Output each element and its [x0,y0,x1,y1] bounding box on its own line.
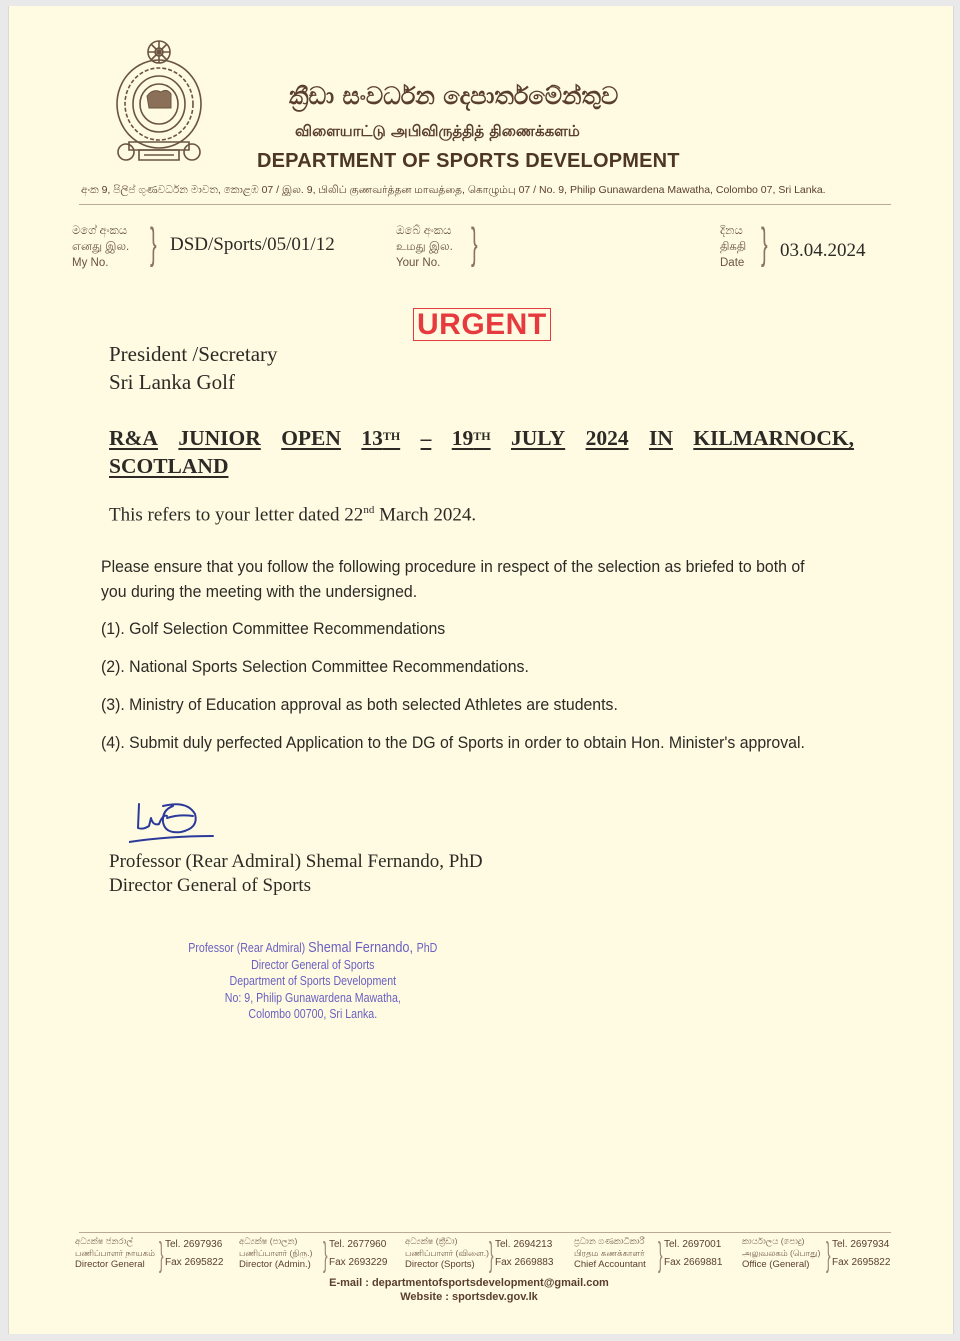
date-brace: } [761,219,768,268]
office-fax: Fax 2695822 [165,1257,224,1268]
urgent-stamp: URGENT [413,308,551,341]
footer-brace: } [658,1236,663,1274]
stamp-line-4: No: 9, Philip Gunawardena Mawatha, [224,990,401,1005]
office-fax: Fax 2695822 [832,1257,891,1268]
my-no-brace: } [150,219,157,268]
department-address: අංක 9, පිලිප් ගුණවර්ධන මාවත, කොළඹ 07 / இல. 9, பிலிப் குணவர்த்தன மாவத்தை, கொழும்பு 07 / No. 9, Philip Gunawardena Mawatha, Colombo 07, Sri Lanka. [81,184,826,196]
office-label-ta: அலுவலகம் (பொது) [742,1248,821,1258]
subject-word: OPEN [281,426,341,450]
office-label-en: Chief Accountant [574,1259,646,1270]
signatory-block [109,850,483,898]
official-stamp [187,940,439,1023]
footer-brace: } [826,1236,831,1274]
office-tel: Tel. 2697936 [165,1239,223,1250]
office-fax: Fax 2669881 [664,1257,723,1268]
footer-brace: } [159,1236,164,1274]
date-label-english: Date [720,257,745,269]
office-label-ta: பணிப்பாளர் நாயகம் [75,1248,155,1258]
procedure-item-1: (1). Golf Selection Committee Recommendations [101,620,446,638]
office-fax: Fax 2669883 [495,1257,554,1268]
your-no-label-tamil: உமது இல. [396,241,453,253]
office-fax: Fax 2693229 [329,1257,388,1268]
office-label-si: ප්‍රධාන ගණකාධිකාරී [574,1236,645,1246]
my-no-label-tamil: எனது இல. [72,241,130,253]
office-label-si: අධ්‍යක්ෂ ජනරාල් [75,1236,133,1246]
my-no-label-sinhala: මගේ අංකය [72,225,128,237]
reference-text-end: March 2024. [374,504,477,526]
reference-ordinal: nd [363,504,375,516]
stamp-line-2: Director General of Sports [251,957,375,972]
addressee-line-1: President /Secretary [109,342,278,366]
signatory-title: Director General of Sports [109,875,312,896]
handwritten-signature-icon [129,796,229,846]
footer-office-2 [239,1235,312,1271]
your-no-label-sinhala: ඔබේ අංකය [396,225,452,237]
reference-text: This refers to your letter dated 22 [109,504,364,526]
addressee-line-2: Sri Lanka Golf [109,370,235,394]
stamp-rank: Professor (Rear Admiral) [188,941,309,955]
office-label-si: කාර්යාලය (පොදු) [742,1236,805,1246]
office-tel: Tel. 2697934 [832,1239,890,1250]
letter-page [8,6,954,1334]
office-tel: Tel. 2694213 [495,1239,553,1250]
my-no-labels [72,223,129,271]
your-no-brace: } [471,219,478,268]
stamp-degree: PhD [416,941,438,955]
my-no-value: DSD/Sports/05/01/12 [170,234,335,255]
office-label-ta: பணிப்பாளர் (விளை.) [405,1248,489,1258]
office-phone-fax [664,1236,722,1272]
date-label-tamil: திகதி [720,241,747,253]
your-no-label-english: Your No. [396,257,441,269]
subject-word: 19TH [451,426,491,450]
office-phone-fax [495,1236,553,1272]
office-label-si: අධ්‍යක්ෂ (පාලන) [239,1236,298,1246]
subject-word: – [420,426,432,450]
office-label-en: Director (Sports) [405,1259,475,1270]
subject-line-1 [109,424,854,452]
subject-word: 2024 [585,426,629,450]
subject-line-2: SCOTLAND [109,454,229,478]
date-value: 03.04.2024 [780,240,866,261]
stamp-name: Shemal Fernando, [308,939,417,956]
procedure-item-4: (4). Submit duly perfected Application to the DG of Sports in order to obtain Hon. Minister's approval. [101,734,805,752]
my-no-label-english: My No. [72,257,109,269]
office-label-en: Director General [75,1259,145,1270]
office-label-en: Director (Admin.) [239,1259,311,1270]
department-name-tamil: விளையாட்டு அபிவிருத்தித் திணைக்களம் [295,122,580,140]
footer-brace: } [489,1236,494,1274]
addressee [109,340,278,396]
office-tel: Tel. 2697001 [664,1239,722,1250]
signatory-name: Professor (Rear Admiral) Shemal Fernando, PhD [109,851,483,872]
department-name-english: DEPARTMENT OF SPORTS DEVELOPMENT [257,150,680,172]
department-name-sinhala: ක්‍රීඩා සංවර්ධන දෙපාර්තමේන්තුව [289,82,619,110]
procedure-item-2: (2). National Sports Selection Committee Recommendations. [101,658,529,676]
procedure-item-3: (3). Ministry of Education approval as both selected Athletes are students. [101,696,618,714]
subject-word: IN [648,426,673,450]
office-label-en: Office (General) [742,1259,810,1270]
subject-word: JULY [511,426,566,450]
subject-ordinal: TH [382,429,401,443]
date-label-sinhala: දිනය [720,225,743,237]
footer-office-4 [574,1235,646,1271]
stamp-line-5: Colombo 00700, Sri Lanka. [248,1007,378,1021]
body-intro: Please ensure that you follow the following procedure in respect of the selection as briefed to both of you during the meeting with the undersigned. [101,558,805,601]
footer-divider [79,1232,891,1233]
office-label-si: අධ්‍යක්ෂ (ක්‍රීඩා) [405,1236,458,1246]
stamp-line-1 [187,940,439,957]
subject-word: R&A [109,426,158,450]
footer-website[interactable]: Website : sportsdev.gov.lk [400,1291,538,1303]
office-phone-fax [832,1236,890,1272]
footer-email[interactable]: E-mail : departmentofsportsdevelopment@gmail.com [329,1277,609,1289]
office-tel: Tel. 2677960 [329,1239,387,1250]
subject-word: JUNIOR [178,426,261,450]
office-label-ta: பிரதம கணக்காளர் [574,1248,645,1258]
subject-word: 13TH [361,426,401,450]
date-labels [720,223,746,271]
footer-office-3 [405,1235,489,1271]
office-phone-fax [165,1236,223,1272]
stamp-line-3: Department of Sports Development [229,974,397,988]
subject-heading [109,424,854,480]
footer-brace: } [323,1236,328,1274]
footer-office-1 [75,1235,155,1271]
header-divider [79,204,891,205]
reference-letter-line [109,504,476,526]
footer-contact [269,1276,669,1304]
your-no-labels [396,223,453,271]
subject-word: KILMARNOCK, [693,426,854,450]
footer-office-5 [742,1235,820,1271]
office-label-ta: பணிப்பாளர் (நிரு.) [239,1248,313,1258]
sri-lanka-emblem-icon [109,34,209,168]
subject-ordinal: TH [473,429,491,443]
office-phone-fax [329,1236,387,1272]
